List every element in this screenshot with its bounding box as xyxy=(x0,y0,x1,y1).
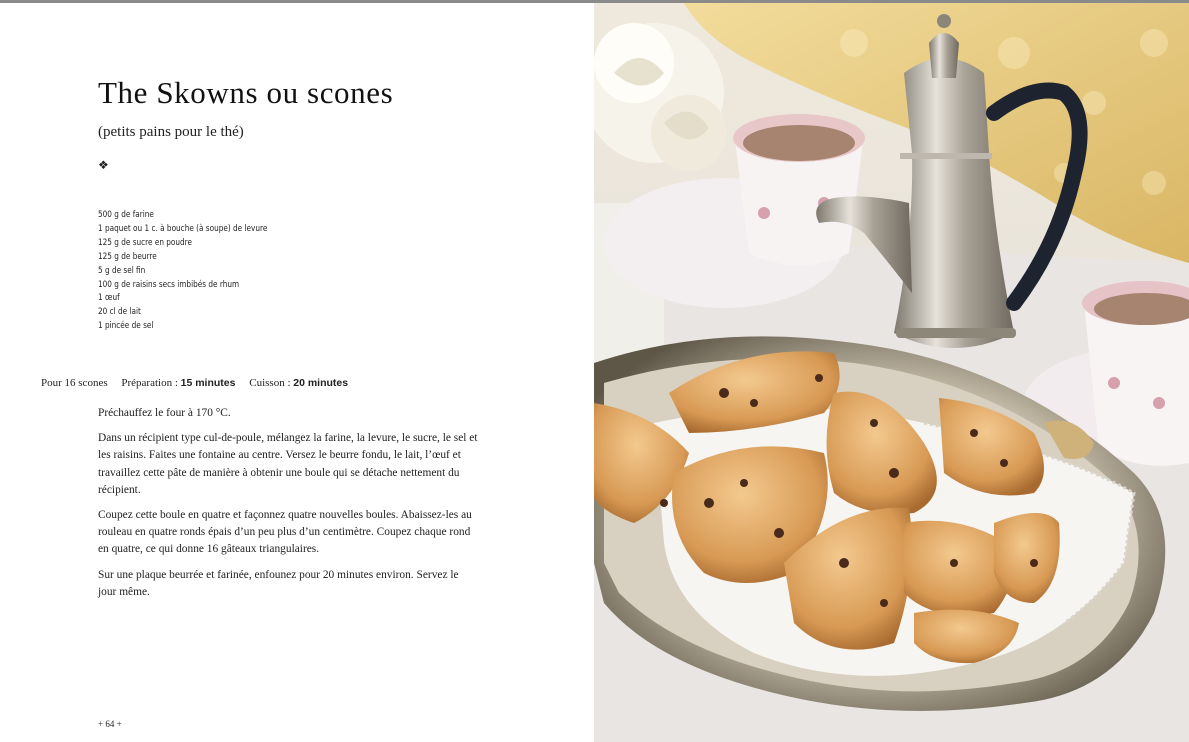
ingredient-item: 20 cl de lait xyxy=(98,307,141,318)
ingredient-item: 500 g de farine xyxy=(98,210,154,220)
scones-illustration xyxy=(594,3,1189,742)
prep-time xyxy=(121,377,235,389)
cook-time xyxy=(249,377,348,389)
recipe-page xyxy=(0,3,594,742)
ornament-icon: ❖ xyxy=(98,158,109,172)
ingredient-item: 125 g de beurre xyxy=(98,251,157,262)
recipe-subtitle: (petits pains pour le thé) xyxy=(98,124,244,140)
ingredient-item: 1 pincée de sel xyxy=(98,321,154,332)
recipe-title: The Skowns ou scones xyxy=(98,75,394,110)
prep-label: Préparation : xyxy=(121,377,178,389)
recipe-steps xyxy=(98,405,478,609)
ingredient-item: 1 paquet ou 1 c. à bouche (à soupe) de levure xyxy=(98,223,268,234)
ingredient-list xyxy=(98,209,267,334)
ingredient-item: 100 g de raisins secs imbibés de rhum xyxy=(98,279,240,290)
page-number: + 64 + xyxy=(98,719,122,729)
ingredient-item: 125 g de sucre en poudre xyxy=(98,237,193,248)
servings: Pour 16 scones xyxy=(41,377,108,389)
prep-value: 15 minutes xyxy=(180,377,236,389)
step-paragraph: Sur une plaque beurrée et farinée, enfounez pour 20 minutes environ. Servez le jour même. xyxy=(98,568,459,598)
cook-value: 20 minutes xyxy=(293,377,349,389)
step-paragraph: Coupez cette boule en quatre et façonnez quatre nouvelles boules. Abaissez-les au rouleau en quatre ronds épais d’un peu plus d’un centimètre. Coupez chaque rond en quatre, ce qui donne 16 gâteaux triangulaires. xyxy=(98,509,472,556)
recipe-meta xyxy=(41,377,359,389)
ingredient-item: 5 g de sel fin xyxy=(98,265,146,276)
recipe-photo xyxy=(594,3,1189,742)
step-paragraph: Dans un récipient type cul-de-poule, mélangez la farine, la levure, le sucre, le sel et les raisins. Faites une fontaine au centre. Versez le beurre fondu, le lait, l’œuf et travaillez cette pâte de manière à obtenir une boule qui se détache nettement du récipient. xyxy=(98,432,478,496)
ingredient-item: 1 œuf xyxy=(98,293,120,304)
step-paragraph: Préchauffez le four à 170 °C. xyxy=(98,407,231,419)
cook-label: Cuisson : xyxy=(249,377,291,389)
